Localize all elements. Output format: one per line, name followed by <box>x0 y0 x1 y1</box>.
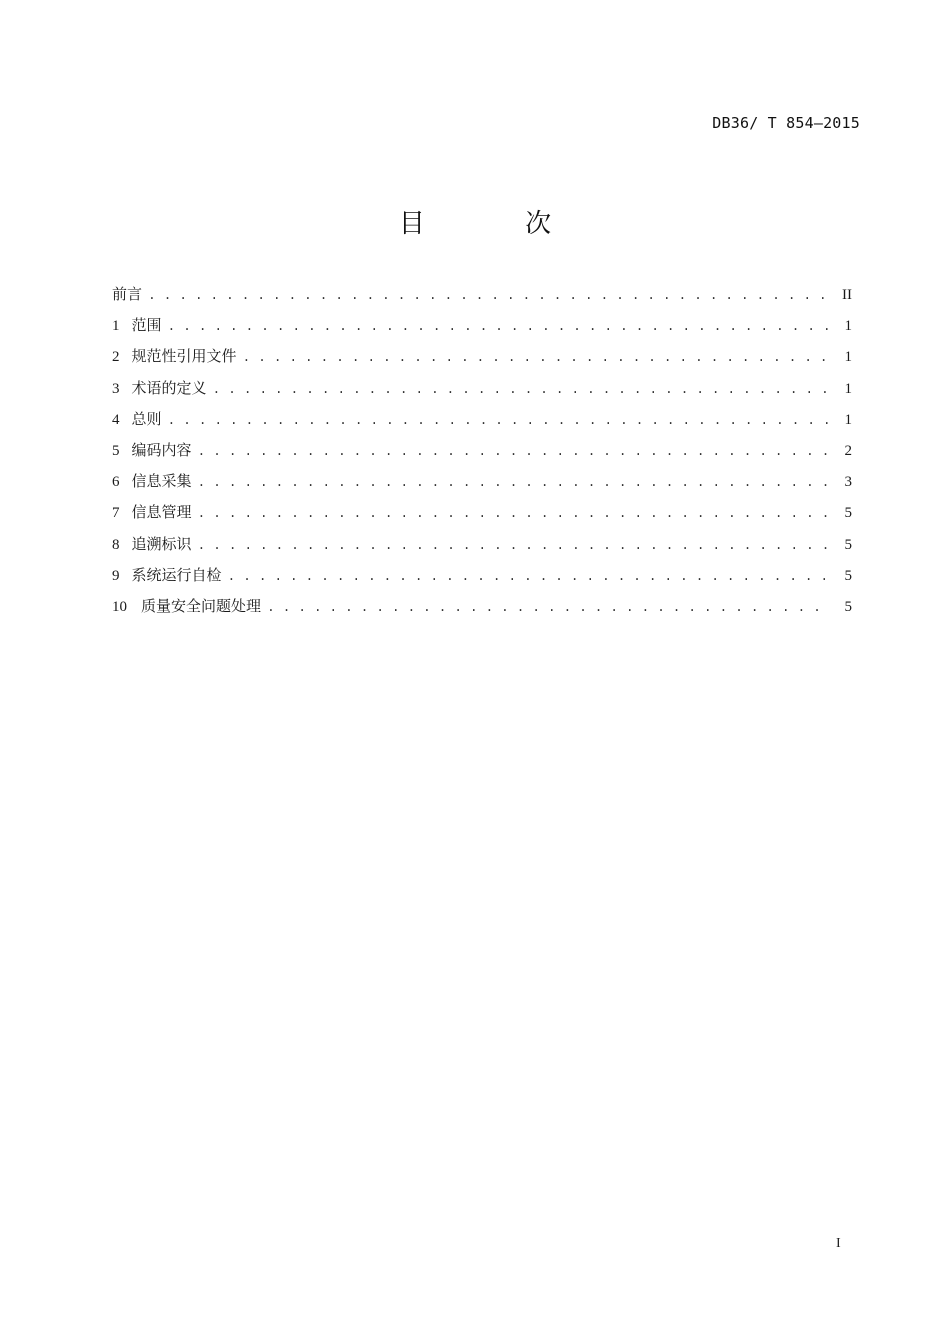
toc-entry-page: 5 <box>844 536 852 553</box>
toc-entry-label: 信息采集 <box>131 472 192 491</box>
toc-leader-dots <box>243 350 828 365</box>
toc-entry-quality-safety-handling[interactable] <box>112 595 852 626</box>
toc-entry-terms-definitions[interactable] <box>112 377 852 408</box>
toc-entry-number: 2 <box>112 349 120 366</box>
toc-entry-foreword[interactable] <box>112 283 852 314</box>
toc-leader-dots <box>198 506 828 521</box>
toc-entry-general-principles[interactable] <box>112 408 852 439</box>
toc-entry-page: 5 <box>844 567 852 584</box>
toc-leader-dots <box>148 288 828 303</box>
toc-entry-label: 系统运行自检 <box>131 565 222 584</box>
toc-entry-label: 总则 <box>131 409 162 428</box>
toc-entry-number: 5 <box>112 442 120 459</box>
toc-entry-traceability-marking[interactable] <box>112 533 852 564</box>
toc-entry-scope[interactable] <box>112 314 852 345</box>
toc-leader-dots <box>198 444 828 459</box>
toc-entry-label: 规范性引用文件 <box>131 347 237 366</box>
toc-entry-number: 6 <box>112 474 120 491</box>
toc-entry-system-self-check[interactable] <box>112 564 852 595</box>
toc-entry-page: 1 <box>844 380 852 397</box>
toc-leader-dots <box>267 600 828 615</box>
toc-entry-information-management[interactable] <box>112 501 852 532</box>
toc-entry-page: 5 <box>844 598 852 615</box>
toc-entry-label: 范围 <box>131 316 162 335</box>
toc-entry-label: 术语的定义 <box>131 378 207 397</box>
toc-entry-normative-references[interactable] <box>112 345 852 376</box>
toc-entry-coding-content[interactable] <box>112 439 852 470</box>
toc-entry-information-collection[interactable] <box>112 470 852 501</box>
toc-leader-dots <box>213 382 828 397</box>
toc-entry-number: 7 <box>112 505 120 522</box>
toc-entry-page: 3 <box>844 474 852 491</box>
toc-leader-dots <box>168 413 828 428</box>
toc-entry-label: 质量安全问题处理 <box>141 596 262 615</box>
toc-entry-page: 2 <box>844 442 852 459</box>
toc-entry-number: 4 <box>112 411 120 428</box>
document-code: DB36/ T 854—2015 <box>712 114 860 132</box>
toc-entry-page: 1 <box>844 411 852 428</box>
toc-leader-dots <box>198 538 828 553</box>
toc-entry-number: 1 <box>112 318 120 335</box>
toc-entry-number: 8 <box>112 536 120 553</box>
toc-entry-label: 信息管理 <box>131 503 192 522</box>
toc-entry-label: 编码内容 <box>131 440 192 459</box>
toc-title: 目 次 <box>398 209 598 239</box>
toc-entry-label: 追溯标识 <box>131 534 192 553</box>
toc-entry-label: 前言 <box>112 285 143 303</box>
toc-entry-page: 5 <box>844 505 852 522</box>
toc-entry-number: 3 <box>112 380 120 397</box>
toc-leader-dots <box>198 475 828 490</box>
toc-list <box>112 283 852 626</box>
toc-entry-page: 1 <box>844 318 852 335</box>
toc-entry-number: 9 <box>112 567 120 584</box>
toc-entry-number: 10 <box>112 598 127 615</box>
toc-leader-dots <box>168 319 828 334</box>
toc-leader-dots <box>228 569 828 584</box>
toc-entry-page: 1 <box>844 349 852 366</box>
toc-entry-page: II <box>842 287 852 303</box>
page-number: I <box>836 1236 841 1251</box>
